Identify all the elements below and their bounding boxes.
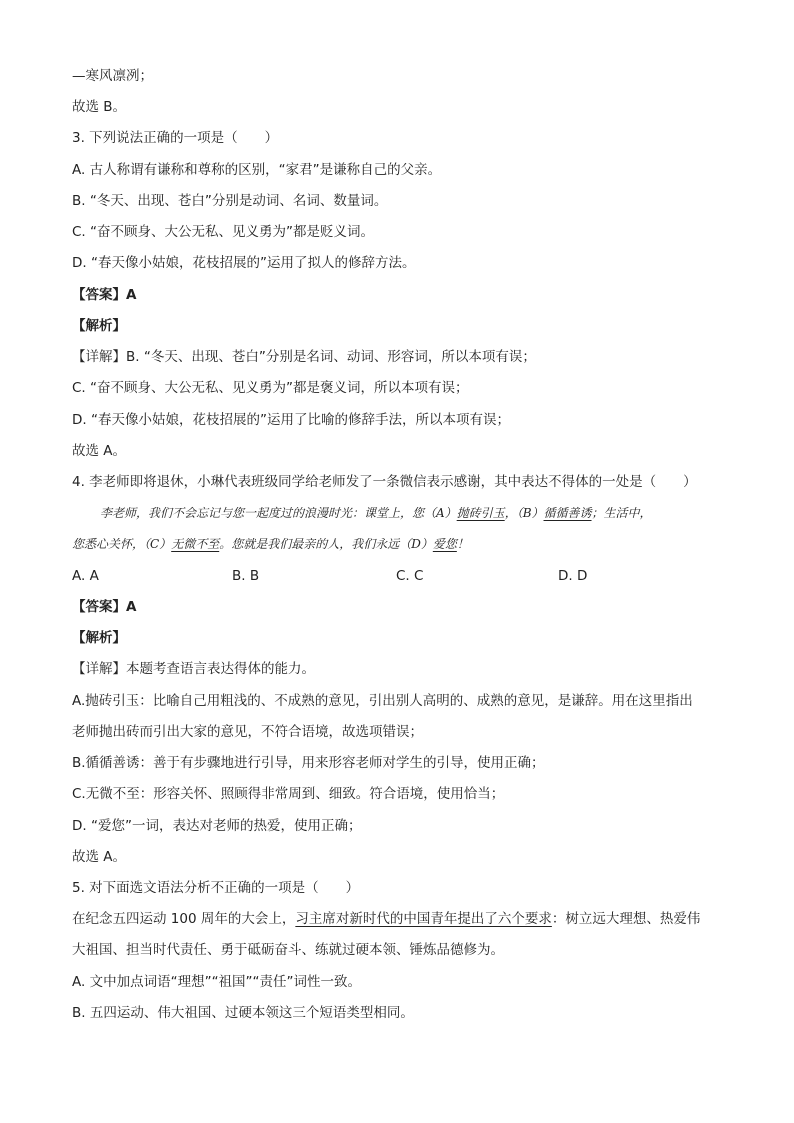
question-4-option-a: A. A [72, 568, 99, 584]
quote-text: ！ [456, 537, 469, 551]
question-3-option-d: D. “春天像小姑娘，花枝招展的”运用了拟人的修辞方法。 [72, 255, 416, 271]
answer-label: 【答案】A [72, 599, 137, 615]
quote-underlined-phrase: 抛砖引玉 [456, 506, 505, 520]
explanation-line: 老师抛出砖而引出大家的意见，不符合语境，故选项错误； [72, 724, 423, 740]
quoted-message-line [72, 534, 732, 554]
quote-text: 您悉心关怀，（C） [72, 537, 172, 551]
explanation-line: B.循循善诱：善于有步骤地进行引导，用来形容老师对学生的引导，使用正确； [72, 755, 545, 771]
explanation-line: 【详解】本题考查语言表达得体的能力。 [72, 661, 315, 677]
text-line: —寒风凛冽； [72, 68, 153, 84]
quote-underlined-phrase: 爱您 [432, 537, 457, 551]
question-4-option-d: D. D [558, 568, 588, 584]
quote-text: 李老师，我们不会忘记与您一起度过的浪漫时光：课堂上，您（A） [100, 506, 457, 520]
passage-text: 在纪念五四运动 100 周年的大会上， [72, 911, 296, 927]
quote-text: 。您就是我们最亲的人，我们永远（D） [219, 537, 433, 551]
question-3-option-a: A. 古人称谓有谦称和尊称的区别，“家君”是谦称自己的父亲。 [72, 162, 442, 178]
answer-label: 【答案】A [72, 287, 137, 303]
question-3-stem: 3. 下列说法正确的一项是（ ） [72, 130, 279, 146]
quote-underlined-phrase: 循循善诱 [543, 506, 592, 520]
text-line: 故选 B。 [72, 99, 127, 115]
explanation-line: C. “奋不顾身、大公无私、见义勇为”都是褒义词，所以本项有误； [72, 380, 469, 396]
explanation-line: C.无微不至：形容关怀、照顾得非常周到、细致。符合语境，使用恰当； [72, 786, 505, 802]
question-3-option-b: B. “冬天、出现、苍白”分别是动词、名词、数量词。 [72, 193, 388, 209]
question-5-passage-line [72, 909, 734, 929]
passage-text: ：树立远大理想、热爱伟 [551, 911, 701, 927]
selection-line: 故选 A。 [72, 849, 127, 865]
question-4-option-b: B. B [232, 568, 260, 584]
question-3-option-c: C. “奋不顾身、大公无私、见义勇为”都是贬义词。 [72, 224, 374, 240]
passage-underlined-phrase: 习主席对新时代的中国青年提出了六个要求 [295, 911, 552, 927]
question-4-option-c: C. C [396, 568, 424, 584]
analysis-label: 【解析】 [72, 318, 126, 334]
question-4-stem: 4. 李老师即将退休，小琳代表班级同学给老师发了一条微信表示感谢，其中表达不得体的一处是（ ） [72, 474, 697, 490]
explanation-line: A.抛砖引玉：比喻自己用粗浅的、不成熟的意见，引出别人高明的、成熟的意见，是谦辞。用在这里指出 [72, 693, 693, 709]
quote-text: ；生活中， [591, 506, 652, 520]
selection-line: 故选 A。 [72, 443, 127, 459]
explanation-line: D. “春天像小姑娘，花枝招展的”运用了比喻的修辞手法，所以本项有误； [72, 412, 510, 428]
question-5-option-a: A. 文中加点词语“理想”“祖国”“责任”词性一致。 [72, 974, 362, 990]
quote-underlined-phrase: 无微不至 [171, 537, 220, 551]
analysis-label: 【解析】 [72, 630, 126, 646]
quoted-message-line [100, 503, 760, 523]
explanation-line: D. “爱您”一词，表达对老师的热爱，使用正确； [72, 818, 362, 834]
explanation-line: 【详解】B. “冬天、出现、苍白”分别是名词、动词、形容词，所以本项有误； [72, 349, 536, 365]
question-5-option-b: B. 五四运动、伟大祖国、过硬本领这三个短语类型相同。 [72, 1005, 414, 1021]
quote-text: ，（B） [504, 506, 544, 520]
question-5-passage-line: 大祖国、担当时代责任、勇于砥砺奋斗、练就过硬本领、锤炼品德修为。 [72, 942, 504, 958]
question-5-stem: 5. 对下面选文语法分析不正确的一项是（ ） [72, 880, 360, 896]
